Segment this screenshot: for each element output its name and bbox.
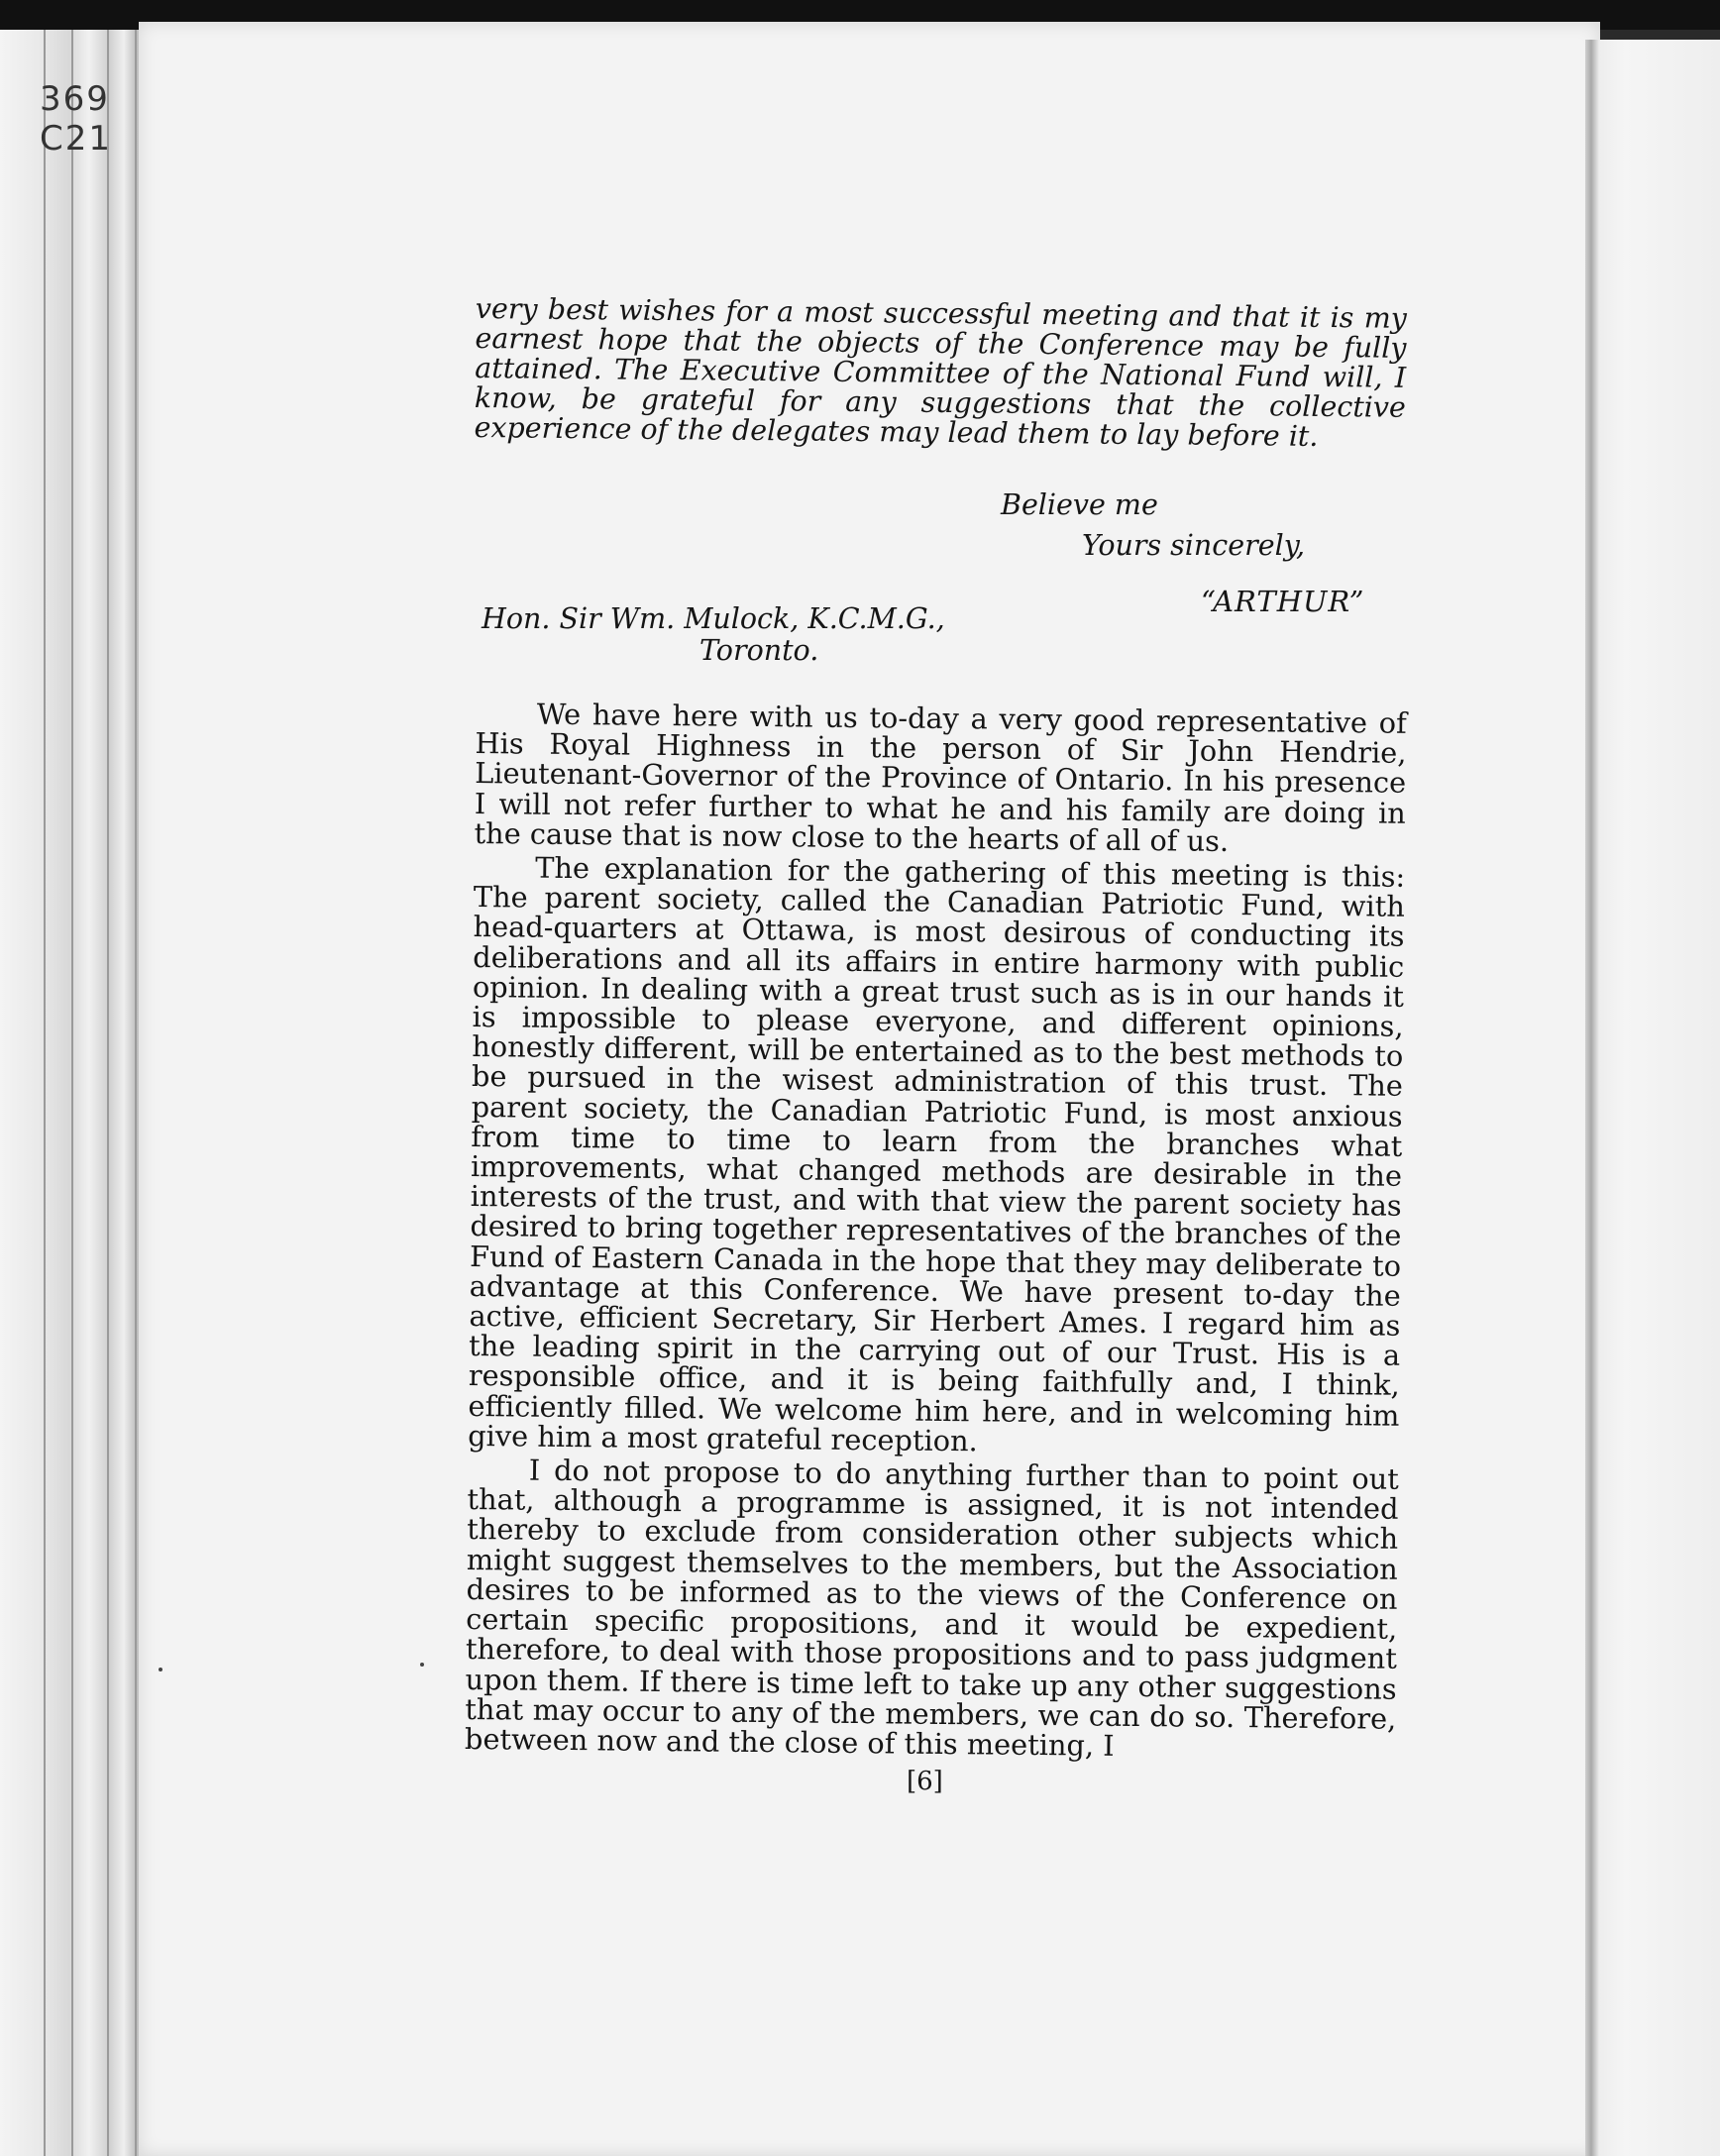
letter-paragraph: very best wishes for a most successful meeting and that it is my earnest hope that the objects of the Conference may be fully attained. The Executive Committee of the National Fund will, I know, be grateful for any suggestions that the collective experience of the delegates may lead them to lay before it. [474, 292, 1407, 453]
signature: “ARTHUR” [1201, 585, 1365, 618]
page-edge-line [135, 30, 137, 2156]
scan-speck [420, 1663, 424, 1667]
page-edge-line [107, 30, 109, 2156]
addressee-city: Toronto. [699, 634, 819, 667]
paragraph: We have here with us to-day a very good representative of His Royal Highness in the person of Sir John Hendrie, Lieutenant-Governor of the Province of Ontario. In his presence I will not refer further to what he and his family are doing in the cause that is now close to the hearts of all of us. [474, 697, 1407, 858]
closing-line-yours: Yours sincerely, [1082, 529, 1306, 562]
book-right-edge [1585, 40, 1720, 2156]
page-edge-line [44, 30, 46, 2156]
addressee-name: Hon. Sir Wm. Mulock, K.C.M.G., [482, 602, 945, 635]
page-edge-line [71, 30, 73, 2156]
margin-call-number: 369 C21 [40, 79, 113, 159]
scan-speck [159, 1668, 162, 1671]
body-text [465, 699, 1407, 1768]
closing-line-believe: Believe me [1001, 488, 1158, 521]
paragraph: I do not propose to do anything further than to point out that, although a programme is assigned, it is not intended thereby to exclude from consideration other subjects which might suggest themselves to the members, but the Association desires to be informed as to the views of the Conference on certain specific propositions, and it would be expedient, therefore, to deal with those propositions and to pass judgment upon them. If there is time left to take up any other suggestions that may occur to any of the members, we can do so. Therefore, between now and the close of this meeting, I [464, 1453, 1399, 1763]
page-number: [6] [907, 1767, 943, 1796]
book-left-edge [0, 30, 149, 2156]
paragraph: The explanation for the gathering of this meeting is this: The parent society, called the Canadian Patriotic Fund, with head-quarters at Ottawa, is most desirous of conducting its deliberations and all its affairs in entire harmony with public opinion. In dealing with a great trust such as is in our hands it is impossible to please everyone, and different opinions, honestly different, will be entertained as to the best methods to be pursued in the wisest administration of this trust. The parent society, the Canadian Patriotic Fund, is most anxious from time to time to learn from the branches what improvements, what changed methods are desirable in the interests of the trust, and with that view the parent society has desired to bring together representatives of the branches of the Fund of Eastern Canada in the hope that they may deliberate to advantage at this Conference. We have present to-day the active, efficient Secretary, Sir Herbert Ames. I regard him as the leading spirit in the carrying out of our Trust. His is a responsible office, and it is being faithfully and, I think, efficiently filled. We welcome him here, and in welcoming him give him a most grateful reception. [468, 850, 1406, 1458]
